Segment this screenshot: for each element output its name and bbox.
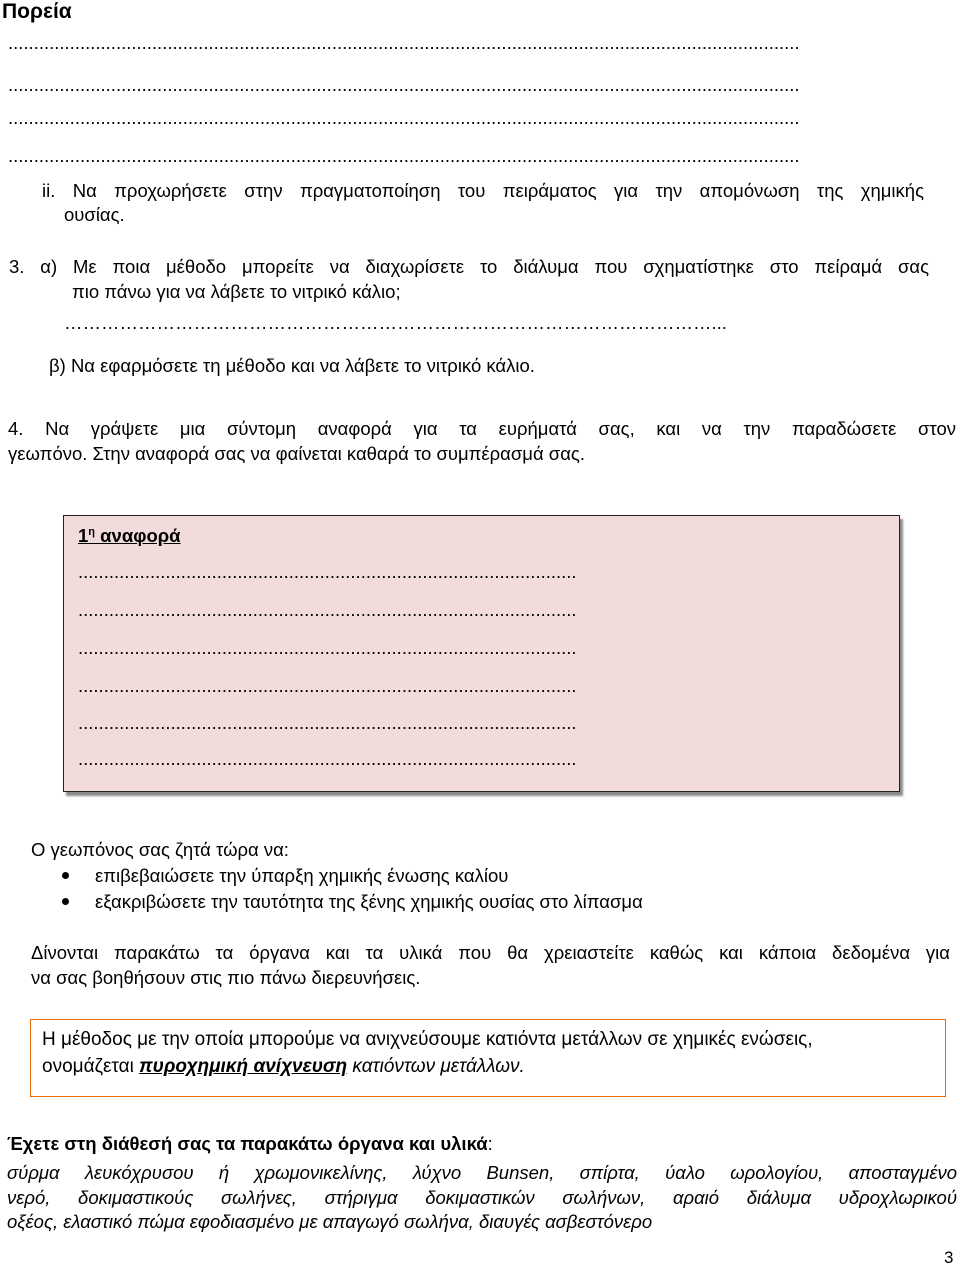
bullet-item: εξακριβώσετε την ταυτότητα της ξένης χημικής ουσίας στο λίπασμα (95, 891, 643, 912)
given-intro-text: Δίνονται παρακάτω τα όργανα και τα υλικά που θα χρειαστείτε καθώς και κάποια δεδομένα για (31, 942, 950, 963)
info-box-line2 (42, 1056, 525, 1078)
materials-list-line: σύρμα λευκόχρυσου ή χρωμονικελίνης, λύχνο Bunsen, σπίρτα, ύαλο ωρολογίου, αποσταγμένο (7, 1162, 957, 1183)
step-3a-text-cont: πιο πάνω για να λάβετε το νιτρικό κάλιο; (72, 281, 401, 302)
step-3a-text: 3. α) Με ποια μέθοδο μπορείτε να διαχωρίσετε το διάλυμα που σχηματίστηκε στο πείραμά σας (9, 256, 929, 277)
report-title-superscript: η (88, 525, 96, 538)
report-dot-line: ................................................................................................. (78, 637, 577, 658)
info-box-line2-prefix: ονομάζεται (42, 1056, 140, 1077)
answer-dot-line: .......................................................................................................................................................... (8, 145, 800, 166)
answer-dot-line: .......................................................................................................................................................... (8, 107, 800, 128)
report-title-word: αναφορά (95, 525, 181, 546)
report-dot-line: ................................................................................................. (78, 748, 577, 769)
materials-list-line: νερό, δοκιμαστικούς σωλήνες, στήριγμα δοκιμαστικών σωλήνων, αραιό διάλυμα υδροχλωρικού (7, 1187, 957, 1208)
bullet-icon (62, 898, 69, 905)
step-4-text-cont: γεωπόνο. Στην αναφορά σας να φαίνεται καθαρά το συμπέρασμά σας. (8, 443, 585, 464)
step-3b-text: β) Να εφαρμόσετε τη μέθοδο και να λάβετε το νιτρικό κάλιο. (49, 355, 535, 376)
report-box (63, 515, 900, 792)
bullet-icon (62, 872, 69, 879)
report-title (78, 525, 181, 547)
info-box-method-name: πυροχημική ανίχνευση (139, 1056, 348, 1077)
page-number: 3 (944, 1248, 954, 1267)
report-dot-line: ................................................................................................. (78, 561, 577, 582)
section-heading: Πορεία (2, 0, 72, 23)
answer-dot-line: .......................................................................................................................................................... (8, 32, 800, 53)
report-title-number: 1 (78, 525, 89, 546)
info-box (30, 1019, 946, 1097)
bullet-item: επιβεβαιώσετε την ύπαρξη χημικής ένωσης καλίου (95, 865, 509, 886)
materials-heading (7, 1133, 493, 1155)
report-dot-line: ................................................................................................. (78, 712, 577, 733)
materials-heading-text: Έχετε στη διάθεσή σας τα παρακάτω όργανα και υλικά (7, 1133, 488, 1154)
given-intro-text-cont: να σας βοηθήσουν στις πιο πάνω διερευνήσεις. (31, 967, 421, 988)
answer-dot-line: .......................................................................................................................................................... (8, 74, 800, 95)
step-4-text: 4. Να γράψετε μια σύντομη αναφορά για τα ευρήματά σας, και να την παραδώσετε στον (8, 418, 956, 439)
report-dot-line: ................................................................................................. (78, 675, 577, 696)
materials-list-line: οξέος, ελαστικό πώμα εφοδιασμένο με απαγωγό σωλήνα, διαυγές ασβεστόνερο (7, 1211, 653, 1232)
info-box-line2-suffix: κατιόντων μετάλλων. (347, 1056, 525, 1077)
answer-ellipsis-line: ……………………………………………………………………………………………... (64, 312, 727, 333)
step-ii-text: ii. Να προχωρήσετε στην πραγματοποίηση του πειράματος για την απομόνωση της χημικής (42, 180, 924, 201)
request-intro: Ο γεωπόνος σας ζητά τώρα να: (31, 839, 289, 860)
materials-heading-colon: : (487, 1133, 493, 1154)
report-dot-line: ................................................................................................. (78, 599, 577, 620)
info-box-line1: Η μέθοδος με την οποία μπορούμε να ανιχνεύσουμε κατιόντα μετάλλων σε χημικές ενώσεις, (42, 1029, 813, 1050)
step-ii-text-cont: ουσίας. (64, 204, 125, 225)
